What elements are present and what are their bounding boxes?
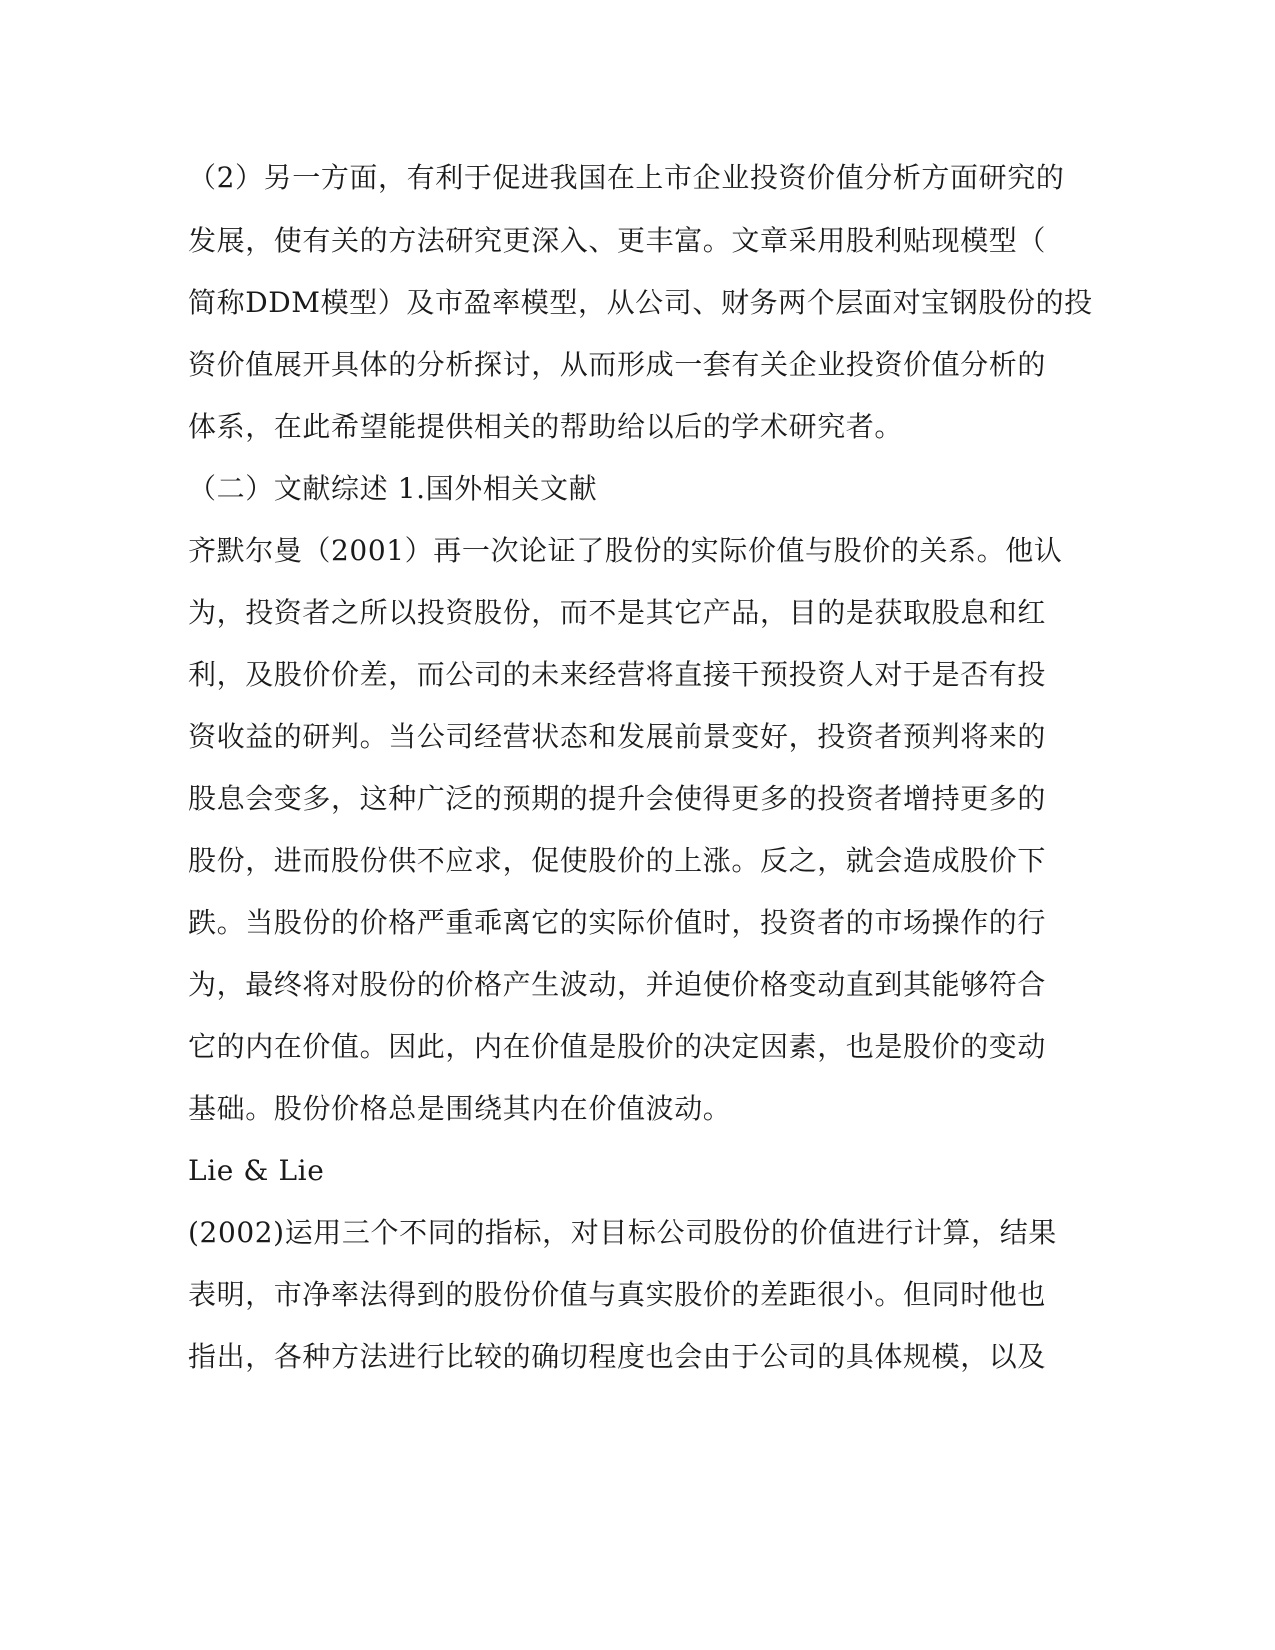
- paragraph-line: 表明，市净率法得到的股份价值与真实股价的差距很小。但同时他也: [188, 1278, 1047, 1311]
- section-heading: （二）文献综述 1.国外相关文献: [188, 472, 598, 505]
- paragraph-line: 为，投资者之所以投资股份，而不是其它产品，目的是获取股息和红: [188, 596, 1047, 629]
- paragraph-line: 齐默尔曼（2001）再一次论证了股份的实际价值与股价的关系。他认: [188, 534, 1063, 567]
- paragraph-line: 资价值展开具体的分析探讨，从而形成一套有关企业投资价值分析的: [188, 348, 1047, 381]
- paragraph-line: 股息会变多，这种广泛的预期的提升会使得更多的投资者增持更多的: [188, 782, 1047, 815]
- paragraph-line: 跌。当股份的价格严重乖离它的实际价值时，投资者的市场操作的行: [188, 906, 1047, 939]
- paragraph-line: 简称DDM模型）及市盈率模型，从公司、财务两个层面对宝钢股份的投: [188, 286, 1093, 319]
- paragraph-line: 体系，在此希望能提供相关的帮助给以后的学术研究者。: [188, 410, 904, 443]
- paragraph-line: 资收益的研判。当公司经营状态和发展前景变好，投资者预判将来的: [188, 720, 1047, 753]
- paragraph-line: 指出，各种方法进行比较的确切程度也会由于公司的具体规模，以及: [188, 1340, 1047, 1373]
- paragraph-line: 发展，使有关的方法研究更深入、更丰富。文章采用股利贴现模型（: [188, 224, 1047, 257]
- paragraph-line: (2002)运用三个不同的指标，对目标公司股份的价值进行计算，结果: [188, 1216, 1057, 1249]
- author-citation: Lie & Lie: [188, 1154, 325, 1187]
- paragraph-line: 基础。股份价格总是围绕其内在价值波动。: [188, 1092, 732, 1125]
- paragraph-line: 利，及股价价差，而公司的未来经营将直接干预投资人对于是否有投: [188, 658, 1047, 691]
- paragraph-line: 为，最终将对股份的价格产生波动，并迫使价格变动直到其能够符合: [188, 968, 1047, 1001]
- paragraph-line: （2）另一方面，有利于促进我国在上市企业投资价值分析方面研究的: [188, 161, 1065, 194]
- paragraph-line: 股份，进而股份供不应求，促使股价的上涨。反之，就会造成股价下: [188, 844, 1047, 877]
- paragraph-line: 它的内在价值。因此，内在价值是股价的决定因素，也是股价的变动: [188, 1030, 1047, 1063]
